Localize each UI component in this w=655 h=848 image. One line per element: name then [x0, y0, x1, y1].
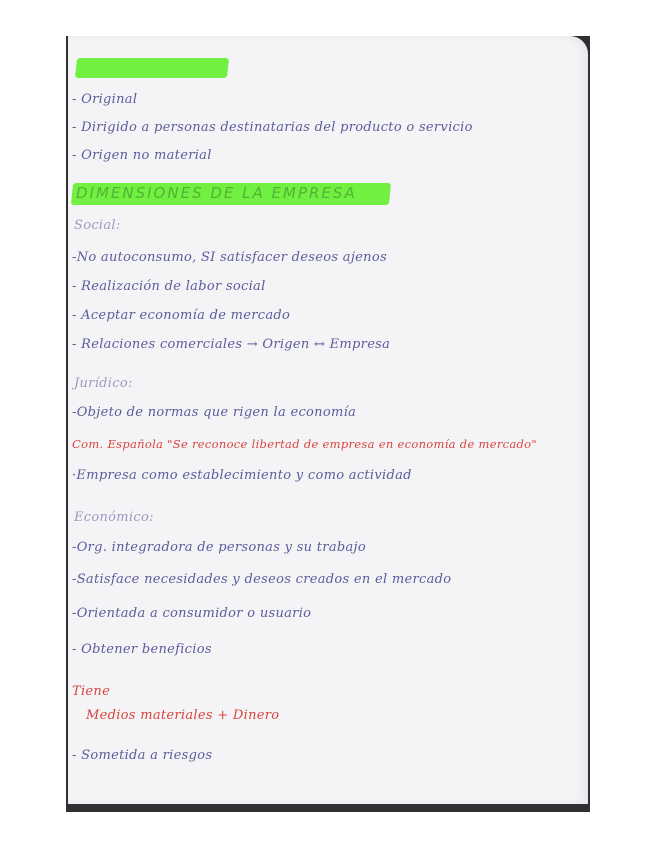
heading-social: Social: [74, 218, 121, 233]
list-item: - Obtener beneficios [72, 642, 212, 657]
list-item: - Sometida a riesgos [72, 748, 213, 763]
list-item: - Origen no material [72, 148, 212, 163]
list-item: Medios materiales + Dinero [86, 708, 280, 723]
list-item: -Satisface necesidades y deseos creados en el mercado [72, 572, 452, 587]
heading-juridico: Jurídico: [74, 376, 133, 391]
constitution-note: Com. Española "Se reconoce libertad de empresa en economía de mercado" [72, 437, 537, 451]
list-item: - Dirigido a personas destinatarias del producto o servicio [72, 120, 473, 135]
list-item: -Orientada a consumidor o usuario [72, 606, 312, 621]
highlight-marker-1 [75, 58, 229, 78]
list-item: - Aceptar economía de mercado [72, 308, 291, 323]
list-item: - Original [72, 92, 138, 107]
list-item: -No autoconsumo, SI satisfacer deseos ajenos [72, 250, 387, 265]
list-item: -Objeto de normas que rigen la economía [72, 405, 357, 420]
list-item: ·Empresa como establecimiento y como actividad [72, 468, 412, 483]
list-item: -Org. integradora de personas y su trabajo [72, 540, 367, 555]
list-item: - Relaciones comerciales → Origen ↔ Empresa [72, 337, 391, 352]
heading-tiene: Tiene [72, 684, 111, 699]
heading-economico: Económico: [74, 510, 154, 525]
section2-title: DIMENSIONES DE LA EMPRESA [76, 184, 357, 202]
list-item: - Realización de labor social [72, 279, 266, 294]
